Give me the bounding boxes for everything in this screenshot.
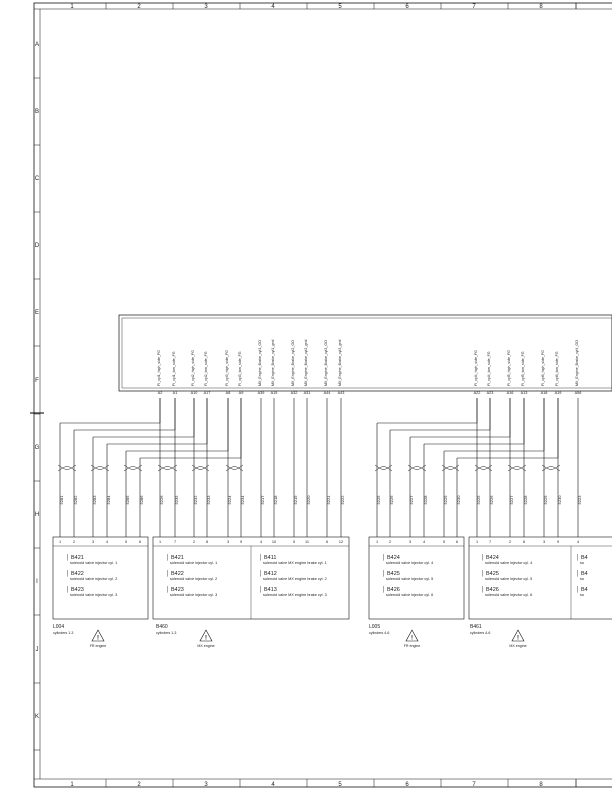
- engine-variant-label: FR engine: [89, 644, 107, 648]
- connector-pin-number: 6: [455, 540, 459, 544]
- connector-pin-number: 9: [239, 540, 243, 544]
- ecu-pin-number: A8: [225, 391, 231, 395]
- component-description: solenoid valve injector cyl. 2: [70, 577, 118, 581]
- wire-number: 5226: [389, 495, 394, 505]
- component-tag: │ B421: [166, 555, 184, 561]
- ecu-signal-name: MX_Engine_Brake_cyl2_gnd: [304, 339, 308, 386]
- warning-triangle: [90, 630, 107, 648]
- component-tag: │ B422: [166, 571, 184, 577]
- ecu-pin-number: A31: [303, 391, 311, 395]
- component-description: solenoid valve MX engine brake cyl. 2: [263, 577, 327, 581]
- twisted-pair-symbol: [158, 465, 177, 471]
- connector-pin-number: 4: [105, 540, 109, 544]
- ecu-pin-number: A32: [290, 391, 298, 395]
- ecu-pin-number: A17: [203, 391, 211, 395]
- connector-pin-number: 2: [72, 540, 76, 544]
- connector-pin-number: 3: [226, 540, 230, 544]
- wire-number: 5217: [260, 495, 265, 505]
- ecu-pin-number: A44: [323, 391, 331, 395]
- ecu-signal-name: MX_Engine_Brake_cyl3_gnd: [338, 339, 342, 386]
- ecu-signal-name: MX_Engine_Brake_cyl2_GO: [291, 340, 295, 386]
- wire-number: 5225: [476, 495, 481, 505]
- connector-pin-number: 10: [271, 540, 277, 544]
- wire-number: 5226: [489, 495, 494, 505]
- ecu-pin-number: A10: [190, 391, 198, 395]
- drawing-frame: [30, 3, 612, 787]
- ecu-pin-number: A19: [554, 391, 562, 395]
- component-tag: │ B426: [481, 587, 499, 593]
- twist-curve: [508, 467, 526, 472]
- twist-curve: [192, 465, 209, 470]
- engine-variant-label: MX engine: [197, 644, 215, 648]
- twist-curve: [58, 467, 76, 472]
- grid-column-label-bottom: 5: [338, 782, 342, 788]
- twisted-pair-symbol: [58, 465, 76, 471]
- connector-pin-number: 5: [124, 540, 128, 544]
- twist-curve: [542, 465, 560, 470]
- connector-pin-number: 3: [408, 540, 412, 544]
- component-tag: │ B423: [66, 587, 84, 593]
- component-description: solenoid valve injector cyl. 3: [170, 593, 218, 597]
- grid-column-label-bottom: 1: [70, 782, 74, 788]
- grid-column-label-bottom: 4: [271, 782, 275, 788]
- warning-exclamation-icon: !: [411, 635, 413, 642]
- twisted-pair-symbol: [542, 465, 560, 471]
- component-tag: │ B426: [382, 587, 400, 593]
- wire-number: 5230: [557, 495, 562, 505]
- wire-number: 5229: [443, 495, 448, 505]
- twist-curve: [475, 465, 492, 470]
- ecu-pin-number: A16: [506, 391, 514, 395]
- connector-pin-number: 6: [325, 540, 329, 544]
- component-description: solenoid valve injector cyl. 1: [70, 561, 118, 565]
- ecu-pin-number: A2: [157, 391, 163, 395]
- ecu-inner-outline: [122, 318, 612, 388]
- component-description: solenoid valve MX engine brake cyl. 3: [263, 593, 327, 597]
- component-description: so: [580, 593, 585, 597]
- engine-variant-label: FR engine: [403, 644, 421, 648]
- grid-column-label-bottom: 7: [472, 782, 476, 788]
- ecu-signal-name: FI_cyl5_low_side_FG: [521, 351, 525, 386]
- grid-row-labels: [34, 42, 40, 750]
- grid-row-label: I: [36, 579, 38, 585]
- twisted-pair-symbol: [226, 465, 243, 471]
- grid-row-label: C: [34, 176, 40, 182]
- component-tag: │ B424: [481, 555, 499, 561]
- component-description: solenoid valve injector cyl. 4: [386, 561, 434, 565]
- twisted-pair-symbol: [475, 465, 492, 471]
- ecu-signal-name: FI_cyl1_low_side_FG: [172, 351, 176, 386]
- grid-column-label-bottom: 8: [539, 782, 543, 788]
- grid-row-label: D: [34, 243, 40, 249]
- wire-number: 5229: [543, 495, 548, 505]
- wire-number: 5224: [227, 495, 232, 505]
- ecu-pin-number: A13: [520, 391, 528, 395]
- ecu-signal-name: MX_Engine_Brake_cyl4_GO: [575, 340, 579, 386]
- twist-curve: [542, 467, 560, 472]
- connector-pin-number: 4: [576, 540, 580, 544]
- wire-number: 5285: [125, 495, 130, 505]
- component-description: solenoid valve injector cyl. 6: [485, 593, 533, 597]
- grid-column-label-top: 7: [472, 4, 476, 10]
- grid-column-label-top: 6: [405, 4, 409, 10]
- component-tag: │ B4: [576, 587, 588, 593]
- component-tag: │ B4: [576, 555, 588, 561]
- ecu-signal-name: FI_cyl4_high_side_FG: [474, 350, 478, 386]
- grid-row-label: F: [35, 378, 39, 384]
- ecu-signal-name: MX_Engine_Brake_cyl1_GO: [258, 340, 262, 386]
- twisted-pair-symbol: [408, 465, 426, 471]
- wire-number: 5232: [193, 495, 198, 505]
- ecu-signal-name: FI_cyl3_high_side_FG: [225, 350, 229, 386]
- twisted-pair-symbol: [124, 465, 142, 471]
- component-description: solenoid valve injector cyl. 5: [386, 577, 434, 581]
- component-tag: │ B423: [166, 587, 184, 593]
- twist-curve: [91, 465, 109, 470]
- grid-column-label-top: 4: [271, 4, 275, 10]
- wire-number: 5228: [423, 495, 428, 505]
- component-tag: │ B424: [382, 555, 400, 561]
- grid-row-label: J: [35, 647, 39, 653]
- component-description: solenoid valve injector cyl. 4: [485, 561, 533, 565]
- wire-number: 5281: [59, 495, 64, 505]
- connector-pin-number: 7: [488, 540, 492, 544]
- twisted-pair-symbol: [375, 465, 392, 471]
- grid-row-label: B: [34, 109, 40, 115]
- ecu-pin-number: A43: [337, 391, 345, 395]
- connector-pin-number: 12: [338, 540, 344, 544]
- ecu-pin-number: A18: [540, 391, 548, 395]
- grid-row-label: G: [34, 445, 40, 451]
- connector-pin-number: 2: [508, 540, 512, 544]
- ecu-pin-number: A1: [172, 391, 178, 395]
- twist-curve: [375, 465, 392, 470]
- outer-border: [34, 3, 612, 787]
- module-name: B460: [156, 624, 168, 630]
- harness-wiring: [58, 398, 582, 537]
- component-description: so: [580, 561, 585, 565]
- warning-exclamation-icon: !: [517, 635, 519, 642]
- connector-pin-number: 5: [442, 540, 446, 544]
- twist-curve: [158, 467, 177, 472]
- connector-pin-number: 1: [158, 540, 162, 544]
- grid-row-label: A: [34, 42, 40, 48]
- component-tag: │ B422: [66, 571, 84, 577]
- ecu-signal-name: FI_cyl6_high_side_FG: [541, 350, 545, 386]
- injector-modules: [53, 537, 612, 648]
- wire-number: 5226: [159, 495, 164, 505]
- ecu-signal-name: MX_Engine_Brake_cyl1_gnd: [271, 339, 275, 386]
- component-tag: │ B425: [382, 571, 400, 577]
- warning-triangle: [197, 630, 214, 648]
- ecu-signal-name: FI_cyl5_high_side_FG: [507, 350, 511, 386]
- connector-pin-number: 4: [422, 540, 426, 544]
- connector-pin-number: 4: [259, 540, 263, 544]
- module-name: B461: [470, 624, 482, 630]
- wire-number: 5283: [92, 495, 97, 505]
- ecu-pin-number: A22: [473, 391, 481, 395]
- component-tag: │ B4: [576, 571, 588, 577]
- module-name: L005: [369, 624, 381, 630]
- connector-pin-number: 3: [91, 540, 95, 544]
- wire-number: 5222: [340, 495, 345, 505]
- connector-pin-number: 1: [475, 540, 479, 544]
- warning-exclamation-icon: !: [205, 635, 207, 642]
- ecu-pin-number: A39: [257, 391, 265, 395]
- twist-curve: [58, 465, 76, 470]
- grid-column-label-top: 3: [204, 4, 208, 10]
- ecu-connector-block: [119, 315, 612, 395]
- component-tag: │ B411: [259, 555, 277, 561]
- ecu-signal-name: FI_cyl2_high_side_FG: [191, 350, 195, 386]
- connector-pin-number: 8: [205, 540, 209, 544]
- grid-row-label: E: [34, 310, 40, 316]
- twist-curve: [442, 467, 459, 472]
- twisted-pair-symbol: [508, 465, 526, 471]
- twist-curve: [226, 467, 243, 472]
- wire-number: 5225: [376, 495, 381, 505]
- twist-curve: [158, 465, 177, 470]
- twist-curve: [408, 467, 426, 472]
- wire-number: 5235: [174, 495, 179, 505]
- component-tag: │ B421: [66, 555, 84, 561]
- wire-number: 5286: [139, 495, 144, 505]
- wire-number: 5219: [293, 495, 298, 505]
- ecu-signal-name: FI_cyl4_low_side_FG: [487, 351, 491, 386]
- twist-curve: [192, 467, 209, 472]
- connector-pin-number: 2: [388, 540, 392, 544]
- connector-pin-number: 7: [173, 540, 177, 544]
- connector-pin-number: 5: [292, 540, 296, 544]
- grid-column-label-bottom: 3: [204, 782, 208, 788]
- module-subtitle: cylinders 1-3: [156, 631, 177, 635]
- wire-number: 5284: [106, 495, 111, 505]
- connector-pin-number: 3: [542, 540, 546, 544]
- connector-pin-number: 1: [58, 540, 62, 544]
- wire-number: 5218: [273, 495, 278, 505]
- component-description: solenoid valve injector cyl. 5: [485, 577, 533, 581]
- component-description: solenoid valve injector cyl. 3: [70, 593, 118, 597]
- engine-variant-label: MX engine: [509, 644, 527, 648]
- grid-column-label-bottom: 2: [137, 782, 141, 788]
- warning-triangle: [509, 630, 526, 648]
- twist-curve: [91, 467, 109, 472]
- grid-column-labels: [70, 3, 576, 788]
- grid-column-label-top: 2: [137, 4, 141, 10]
- component-description: solenoid valve injector cyl. 2: [170, 577, 218, 581]
- grid-column-label-top: 8: [539, 4, 543, 10]
- component-tag: │ B413: [259, 587, 277, 593]
- component-tag: │ B412: [259, 571, 277, 577]
- wire-number: 5234: [240, 495, 245, 505]
- component-tag: │ B425: [481, 571, 499, 577]
- warning-triangle: [404, 630, 421, 648]
- module-name: L004: [53, 624, 65, 630]
- connector-pin-number: 2: [192, 540, 196, 544]
- twist-curve: [375, 467, 392, 472]
- twist-curve: [226, 465, 243, 470]
- twist-curve: [124, 465, 142, 470]
- connector-pin-number: 8: [522, 540, 526, 544]
- grid-column-label-top: 1: [70, 4, 74, 10]
- ecu-signal-name: FI_cyl6_low_side_FG: [555, 351, 559, 386]
- wire-number: 5227: [409, 495, 414, 505]
- ecu-pin-number: A23: [486, 391, 494, 395]
- connector-pin-number: 9: [556, 540, 560, 544]
- wire-number: 5282: [73, 495, 78, 505]
- ecu-pin-number: A9: [238, 391, 244, 395]
- wire-number: 5221: [326, 495, 331, 505]
- module-subtitle: cylinders 4-6: [470, 631, 491, 635]
- grid-row-label: K: [34, 714, 40, 720]
- component-description: solenoid valve injector cyl. 1: [170, 561, 218, 565]
- twisted-pair-symbol: [192, 465, 209, 471]
- wire-number: 5233: [206, 495, 211, 505]
- twisted-pair-symbol: [442, 465, 459, 471]
- ecu-signal-name: MX_Engine_Brake_cyl3_GO: [324, 340, 328, 386]
- ecu-signal-name: FI_cyl3_low_side_FG: [238, 351, 242, 386]
- twist-curve: [442, 465, 459, 470]
- component-description: solenoid valve injector cyl. 6: [386, 593, 434, 597]
- wire-number: 5230: [456, 495, 461, 505]
- connector-pin-number: 6: [138, 540, 142, 544]
- twist-curve: [124, 467, 142, 472]
- grid-column-label-top: 5: [338, 4, 342, 10]
- twist-curve: [475, 467, 492, 472]
- twisted-pair-symbol: [91, 465, 109, 471]
- wire-number: 5223: [577, 495, 582, 505]
- module-subtitle: cylinders 4-6: [369, 631, 390, 635]
- twist-curve: [408, 465, 426, 470]
- connector-pin-number: 11: [305, 540, 309, 544]
- connector-pin-number: 1: [375, 540, 379, 544]
- component-description: solenoid valve MX engine brake cyl. 1: [263, 561, 327, 565]
- ecu-signal-name: FI_cyl2_low_side_FG: [204, 351, 208, 386]
- grid-row-label: H: [34, 512, 40, 518]
- wire-number: 5220: [306, 495, 311, 505]
- wire-number: 5227: [509, 495, 514, 505]
- ecu-pin-number: A56: [574, 391, 582, 395]
- ecu-pin-number: A15: [270, 391, 278, 395]
- component-description: so: [580, 577, 585, 581]
- warning-exclamation-icon: !: [97, 635, 99, 642]
- module-subtitle: cylinders 1-3: [53, 631, 74, 635]
- grid-column-label-bottom: 6: [405, 782, 409, 788]
- twist-curve: [508, 465, 526, 470]
- wire-number: 5228: [523, 495, 528, 505]
- ecu-signal-name: FI_cyl1_high_side_FG: [157, 350, 161, 386]
